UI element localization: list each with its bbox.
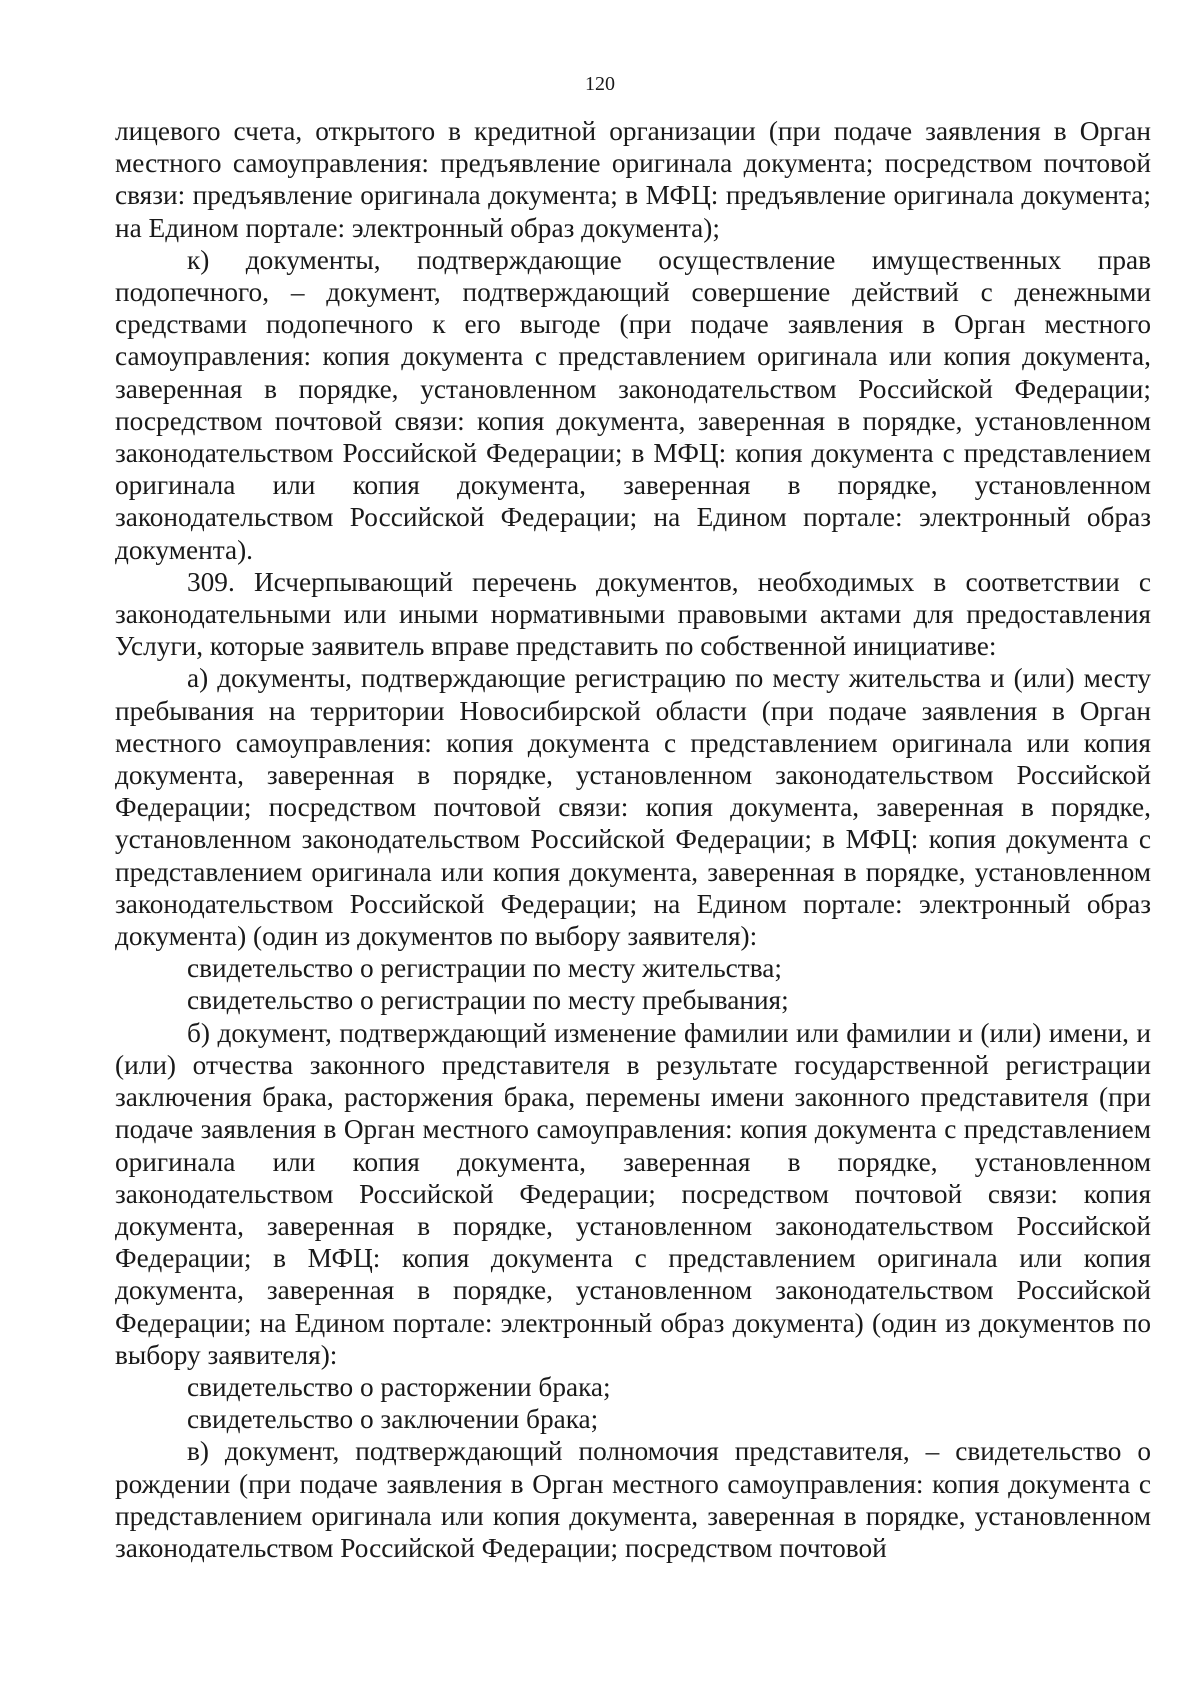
paragraph-continuation: лицевого счета, открытого в кредитной организации (при подаче заявления в Орган местного самоуправления: предъявление оригинала документа; посредством почтовой связи: предъявление оригинала документа; в МФЦ: предъявление оригинала документа; на Едином портале: электронный образ документа); <box>115 116 1151 243</box>
paragraph-item-v: в) документ, подтверждающий полномочия представителя, – свидетельство о рождении (при подаче заявления в Орган местного самоуправления: копия документа с представлением оригинала или копия документа, заверенная в порядке, установленном законодательством Российской Федерации; посредством почтовой <box>115 1436 1151 1563</box>
list-item-divorce-certificate: свидетельство о расторжении брака; <box>187 1371 611 1402</box>
list-item-stay-certificate: свидетельство о регистрации по месту пребывания; <box>187 985 789 1016</box>
list-item-residence-certificate: свидетельство о регистрации по месту жительства; <box>187 953 782 984</box>
paragraph-item-a: а) документы, подтверждающие регистрацию по месту жительства и (или) месту пребывания на территории Новосибирской области (при подаче заявления в Орган местного самоуправления: копия документа с представлением оригинала или копия документа, заверенная в порядке, установленном законодательством Российской Федерации; посредством почтовой связи: копия документа, заверенная в порядке, установленном законодательством Российской Федерации; в МФЦ: копия документа с представлением оригинала или копия документа, заверенная в порядке, установленном законодательством Российской Федерации; на Едином портале: электронный образ документа) (один из документов по выбору заявителя): <box>115 663 1151 952</box>
document-body <box>115 115 1151 1564</box>
paragraph-item-k: к) документы, подтверждающие осуществление имущественных прав подопечного, – документ, подтверждающий совершение действий с денежными средствами подопечного к его выгоде (при подаче заявления в Орган местного самоуправления: копия документа с представлением оригинала или копия документа, заверенная в порядке, установленном законодательством Российской Федерации; посредством почтовой связи: копия документа, заверенная в порядке, установленном законодательством Российской Федерации; в МФЦ: копия документа с представлением оригинала или копия документа, заверенная в порядке, установленном законодательством Российской Федерации; на Едином портале: электронный образ документа). <box>115 244 1151 565</box>
paragraph-item-b: б) документ, подтверждающий изменение фамилии или фамилии и (или) имени, и (или) отчества законного представителя в результате государственной регистрации заключения брака, расторжения брака, перемены имени законного представителя (при подаче заявления в Орган местного самоуправления: копия документа с представлением оригинала или копия документа, заверенная в порядке, установленном законодательством Российской Федерации; посредством почтовой связи: копия документа, заверенная в порядке, установленном законодательством Российской Федерации; в МФЦ: копия документа с представлением оригинала или копия документа, заверенная в порядке, установленном законодательством Российской Федерации; на Едином портале: электронный образ документа) (один из документов по выбору заявителя): <box>115 1017 1151 1370</box>
paragraph-309: 309. Исчерпывающий перечень документов, необходимых в соответствии с законодательными или иными нормативными правовыми актами для предоставления Услуги, которые заявитель вправе представить по собственной инициативе: <box>115 566 1151 662</box>
page-number: 120 <box>585 73 615 95</box>
list-item-marriage-certificate: свидетельство о заключении брака; <box>187 1404 599 1435</box>
